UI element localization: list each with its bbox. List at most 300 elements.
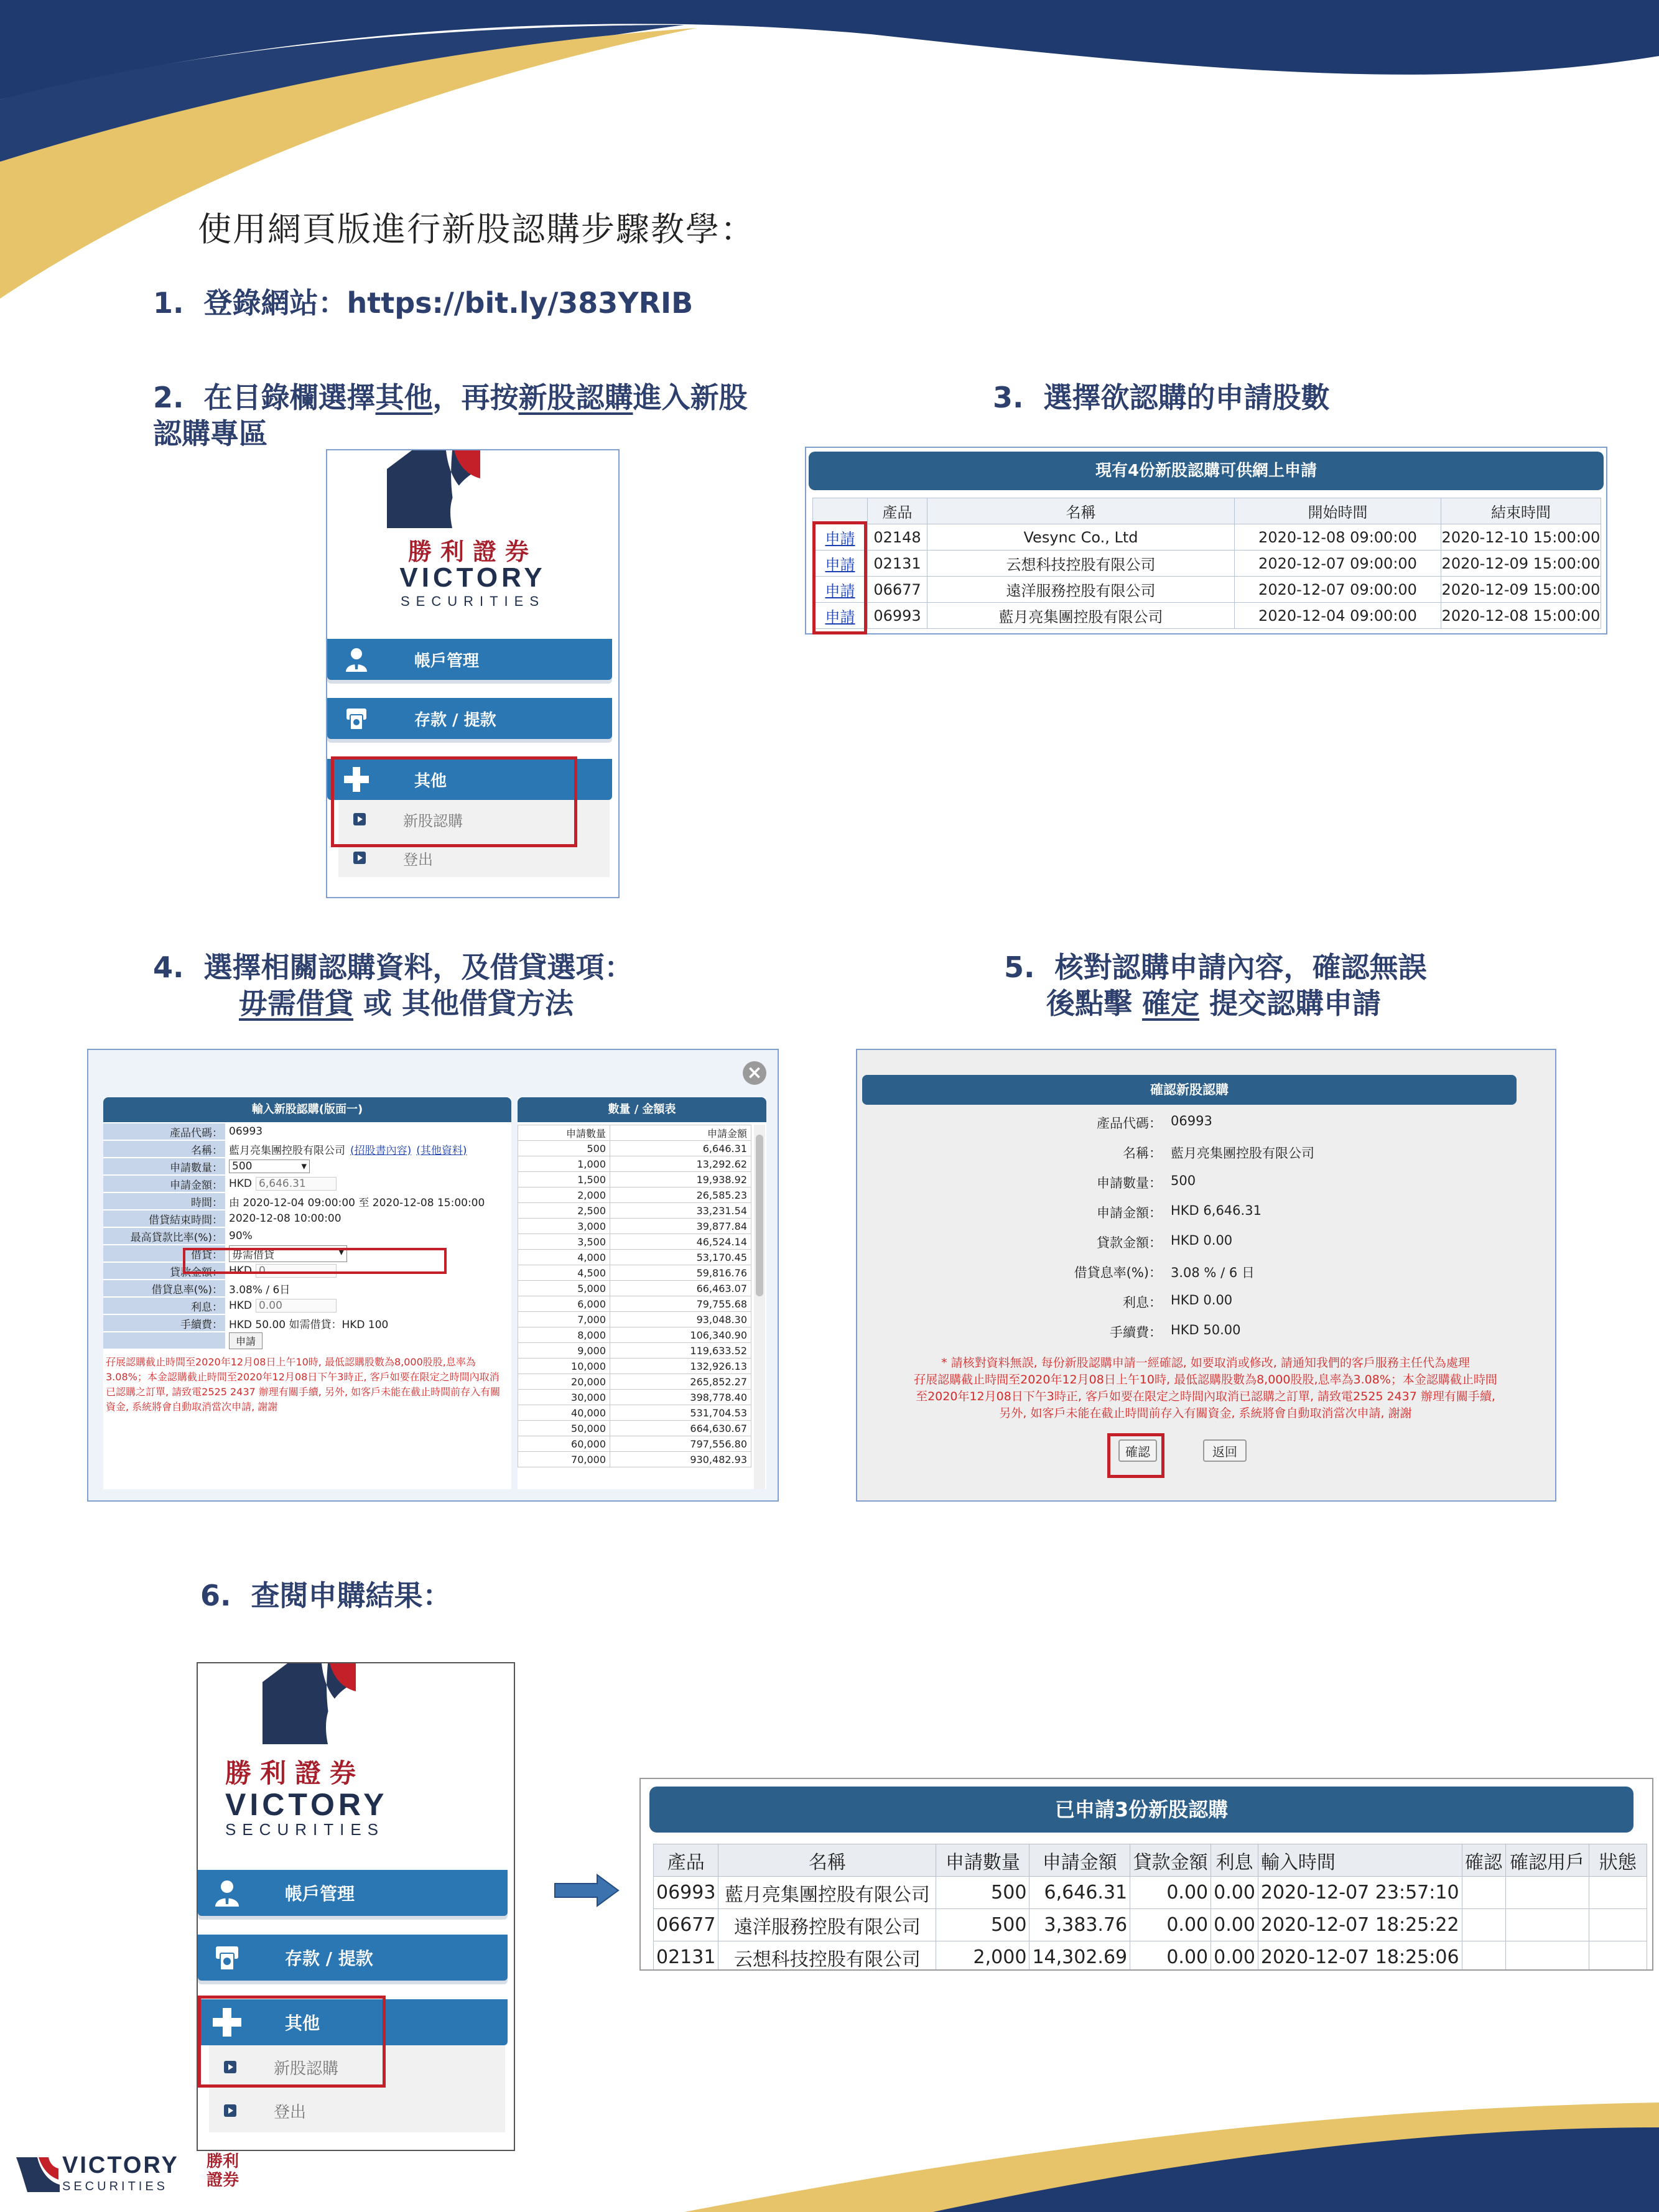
form-value: HKD 50.00 如需借貸：HKD 100 <box>229 1318 389 1331</box>
step-5-text-b: 提交認購申請 <box>1199 987 1382 1020</box>
arrow-right-icon <box>554 1874 620 1907</box>
qty-panel <box>518 1097 766 1489</box>
form-label: 借貸息率(%)： <box>103 1280 225 1296</box>
confirm-value: 3.08 % / 6 日 <box>1171 1265 1255 1280</box>
menu-item-other-label: 其他 <box>285 2013 320 2033</box>
table-row <box>813 603 1601 629</box>
confirm-label: 產品代碼： <box>1097 1116 1162 1131</box>
highlight-box-apply <box>812 521 867 634</box>
loan-amount-field[interactable]: 0 <box>256 1264 337 1278</box>
confirm-warning-line4: 另外, 如客戶未能在截止時間前存入有關資金, 系統將會自動取消當次申請, 謝謝 <box>999 1406 1412 1420</box>
interest-field[interactable]: 0.00 <box>256 1299 337 1313</box>
scrollbar[interactable] <box>754 1125 765 1489</box>
qty-cell-qty: 500 <box>518 1141 610 1156</box>
confirm-window <box>856 1049 1556 1502</box>
chevron-down-icon: ▾ <box>301 1160 307 1173</box>
victory-logo-icon <box>16 2155 60 2192</box>
qty-cell-qty: 60,000 <box>518 1436 610 1452</box>
qty-cell-amount: 79,755.68 <box>610 1296 751 1312</box>
footer-logo-cn1: 勝利 <box>207 2152 239 2171</box>
qty-cell-amount: 398,778.40 <box>610 1390 751 1405</box>
confirm-warning-line2: 孖展認購截止時間至2020年12月08日上午10時, 最低認購股數為8,000股股,息率為3.08%；本金認購截止時間 <box>914 1373 1497 1387</box>
form-label: 最高貸款比率(%)： <box>103 1228 225 1244</box>
qty-col-qty: 申請數量 <box>518 1125 610 1141</box>
step-2-text-b: ，再按 <box>432 381 519 414</box>
ipo-name: 藍月亮集團控股有限公司 <box>927 603 1235 629</box>
confirm-row-code <box>994 1113 1212 1132</box>
qty-cell-amount: 59,816.76 <box>610 1265 751 1281</box>
form-row-max-ratio <box>103 1228 253 1244</box>
ipo-list-window <box>805 447 1607 634</box>
step-5-text-line1: 核對認購申請內容，確認無誤 <box>1054 950 1427 984</box>
result-col: 名稱 <box>718 1844 936 1877</box>
result-cell <box>1505 1877 1589 1909</box>
result-col: 貸款金額 <box>1130 1844 1211 1877</box>
form-value: 2020-12-08 10:00:00 <box>229 1212 342 1225</box>
result-col: 產品 <box>654 1844 718 1877</box>
step-5-underline-confirm: 確定 <box>1142 987 1200 1020</box>
qty-cell-qty: 5,000 <box>518 1281 610 1296</box>
confirm-row-amount <box>994 1203 1262 1222</box>
qty-cell-amount: 39,877.84 <box>610 1219 751 1234</box>
loan-value: 毋需借貸 <box>232 1248 274 1262</box>
form-panel <box>103 1097 511 1489</box>
step-6-text: 查閱申購結果： <box>251 1579 452 1612</box>
qty-cell-amount: 6,646.31 <box>610 1141 751 1156</box>
step-5 <box>1004 949 1427 1021</box>
table-row <box>518 1452 751 1467</box>
confirm-value: HKD 50.00 <box>1171 1322 1241 1337</box>
ipo-start: 2020-12-08 09:00:00 <box>1235 524 1441 551</box>
highlight-box-confirm <box>1107 1433 1164 1478</box>
qty-cell-amount: 106,340.90 <box>610 1327 751 1343</box>
qty-table <box>518 1125 751 1467</box>
qty-cell-qty: 7,000 <box>518 1312 610 1327</box>
confirm-button[interactable]: 確認 <box>1118 1439 1157 1462</box>
result-cell <box>1589 1909 1647 1941</box>
highlight-box-other <box>331 756 577 847</box>
ipo-list-table <box>812 498 1601 629</box>
victory-logo-icon <box>263 1663 356 1744</box>
qty-cell-amount: 26,585.23 <box>610 1187 751 1203</box>
highlight-box-other-2 <box>198 1996 386 2088</box>
form-label: 時間： <box>103 1193 225 1209</box>
form-label: 貸款金額： <box>103 1263 225 1279</box>
result-cell: 2020-12-07 23:57:10 <box>1258 1877 1462 1909</box>
result-cell: 14,302.69 <box>1029 1941 1130 1971</box>
step-2-text-c: 進入新股 <box>633 381 748 414</box>
result-cell: 0.00 <box>1211 1877 1258 1909</box>
qty-cell-amount: 265,852.27 <box>610 1374 751 1390</box>
user-icon <box>211 1879 243 1907</box>
qty-cell-qty: 4,000 <box>518 1250 610 1265</box>
table-row <box>654 1941 1647 1971</box>
form-row-submit <box>103 1332 263 1349</box>
table-row <box>518 1219 751 1234</box>
qty-cell-amount: 930,482.93 <box>610 1452 751 1467</box>
qty-cell-amount: 119,633.52 <box>610 1343 751 1359</box>
menu-item-other-label: 其他 <box>414 771 447 791</box>
table-row <box>518 1172 751 1187</box>
table-row <box>813 524 1601 551</box>
step-2 <box>153 379 806 452</box>
result-cell: 2020-12-07 18:25:06 <box>1258 1941 1462 1971</box>
form-value: HKD <box>229 1265 253 1277</box>
qty-cell-qty: 2,000 <box>518 1187 610 1203</box>
qty-cell-qty: 20,000 <box>518 1374 610 1390</box>
result-cell: 0.00 <box>1130 1941 1211 1971</box>
qty-cell-qty: 3,500 <box>518 1234 610 1250</box>
table-row <box>518 1359 751 1374</box>
qty-cell-amount: 46,524.14 <box>610 1234 751 1250</box>
table-row <box>518 1281 751 1296</box>
logo-en: VICTORY <box>225 1787 388 1822</box>
table-row <box>518 1374 751 1390</box>
ipo-code: 06993 <box>868 603 927 629</box>
step-2-text-a: 在目錄欄選擇 <box>203 381 376 414</box>
result-cell <box>1589 1941 1647 1971</box>
qty-cell-amount: 664,630.67 <box>610 1421 751 1436</box>
result-cell: 02131 <box>654 1941 718 1971</box>
form-label: 手續費： <box>103 1315 225 1331</box>
ipo-name: Vesync Co., Ltd <box>927 524 1235 551</box>
form-label: 申請數量： <box>103 1158 225 1174</box>
page-title: 使用網頁版進行新股認購步驟教學： <box>198 210 755 249</box>
result-cell: 6,646.31 <box>1029 1877 1130 1909</box>
qty-cell-qty: 2,500 <box>518 1203 610 1219</box>
table-row <box>518 1327 751 1343</box>
highlight-box-loan <box>183 1245 447 1274</box>
confirm-warning <box>863 1355 1548 1422</box>
ipo-end: 2020-12-09 15:00:00 <box>1441 551 1601 577</box>
ipo-name: 遠洋服務控股有限公司 <box>927 577 1235 603</box>
ipo-start: 2020-12-07 09:00:00 <box>1235 577 1441 603</box>
cash-icon <box>342 706 371 731</box>
step-3 <box>993 379 1330 416</box>
menu-item-account[interactable] <box>198 1870 508 1916</box>
result-cell: 遠洋服務控股有限公司 <box>718 1909 936 1941</box>
table-row <box>518 1343 751 1359</box>
step-4-text-line1: 選擇相關認購資料，及借貸選項： <box>203 950 633 984</box>
table-row <box>518 1436 751 1452</box>
amount-field[interactable]: 6,646.31 <box>256 1177 337 1191</box>
confirm-value: HKD 0.00 <box>1171 1233 1233 1248</box>
step-6 <box>200 1578 452 1614</box>
apply-link[interactable]: 申請 <box>825 582 855 600</box>
menu-item-account-label: 帳戶管理 <box>414 651 480 671</box>
footer-logo-cn <box>207 2152 239 2190</box>
qty-cell-amount: 531,704.53 <box>610 1405 751 1421</box>
qty-cell-amount: 19,938.92 <box>610 1172 751 1187</box>
menu-item-deposit-label: 存款 / 提款 <box>285 1948 373 1969</box>
form-value: 由 2020-12-04 09:00:00 至 2020-12-08 15:00:00 <box>229 1196 485 1209</box>
table-row <box>518 1203 751 1219</box>
table-row <box>518 1250 751 1265</box>
confirm-value: 06993 <box>1171 1113 1212 1128</box>
result-table <box>653 1844 1647 1971</box>
table-row <box>518 1421 751 1436</box>
form-row-time <box>103 1193 485 1209</box>
qty-cell-qty: 8,000 <box>518 1327 610 1343</box>
confirm-value: 500 <box>1171 1173 1196 1188</box>
step-2-text-line2: 認購專區 <box>153 417 267 450</box>
qty-cell-qty: 30,000 <box>518 1390 610 1405</box>
cash-icon <box>211 1944 243 1971</box>
footer-logo-sub: SECURITIES <box>62 2180 169 2193</box>
chevron-down-icon: ▾ <box>338 1245 344 1258</box>
qty-cell-qty: 50,000 <box>518 1421 610 1436</box>
step-1 <box>153 285 693 321</box>
confirm-label: 申請數量： <box>1097 1176 1162 1191</box>
step-2-underline-ipo: 新股認購 <box>518 381 633 414</box>
menu-item-deposit-label: 存款 / 提款 <box>414 710 496 730</box>
close-icon[interactable]: × <box>743 1061 766 1085</box>
qty-cell-qty: 9,000 <box>518 1343 610 1359</box>
qty-cell-amount: 53,170.45 <box>610 1250 751 1265</box>
qty-cell-qty: 4,500 <box>518 1265 610 1281</box>
apply-link[interactable]: 申請 <box>825 530 855 547</box>
step-5-number: 5. <box>1004 950 1035 984</box>
logo-cn: 勝利證券 <box>225 1758 365 1788</box>
form-label: 申請金額： <box>103 1176 225 1192</box>
result-cell: 藍月亮集團控股有限公司 <box>718 1877 936 1909</box>
result-cell: 500 <box>936 1909 1029 1941</box>
result-col: 申請數量 <box>936 1844 1029 1877</box>
result-cell: 0.00 <box>1130 1909 1211 1941</box>
form-row-name <box>103 1141 467 1157</box>
confirm-header: 確認新股認購 <box>862 1075 1517 1105</box>
table-row <box>518 1234 751 1250</box>
table-row <box>654 1909 1647 1941</box>
form-header: 輸入新股認購(版面一) <box>103 1097 511 1122</box>
ipo-col-start: 開始時間 <box>1235 498 1441 524</box>
confirm-label: 手續費： <box>1110 1325 1162 1340</box>
confirm-label: 名稱： <box>1123 1146 1162 1161</box>
result-col: 狀態 <box>1589 1844 1647 1877</box>
result-col: 輸入時間 <box>1258 1844 1462 1877</box>
logo-cn: 勝利證券 <box>407 537 537 565</box>
apply-button[interactable]: 申請 <box>229 1332 263 1349</box>
qty-cell-amount: 66,463.07 <box>610 1281 751 1296</box>
result-cell: 2,000 <box>936 1941 1029 1971</box>
confirm-label: 借貸息率(%)： <box>1074 1265 1162 1280</box>
confirm-label: 利息： <box>1123 1295 1162 1310</box>
form-value: 藍月亮集團控股有限公司 <box>229 1144 345 1157</box>
result-cell <box>1462 1941 1505 1971</box>
menu-sub-ipo-label: 新股認購 <box>274 2059 339 2078</box>
footer-logo-cn2: 證券 <box>207 2171 239 2190</box>
form-row-rate <box>103 1280 290 1296</box>
result-window <box>639 1778 1653 1971</box>
ipo-code: 02131 <box>868 551 927 577</box>
ipo-col-name: 名稱 <box>927 498 1235 524</box>
step-4-number: 4. <box>153 950 184 984</box>
confirm-row-fee <box>994 1322 1241 1341</box>
qty-cell-amount: 33,231.54 <box>610 1203 751 1219</box>
menu-sub-logout[interactable] <box>209 2089 505 2132</box>
qty-cell-amount: 132,926.13 <box>610 1359 751 1374</box>
table-row <box>518 1156 751 1172</box>
form-value: HKD <box>229 1299 253 1312</box>
table-row <box>813 551 1601 577</box>
step-4 <box>153 949 633 1021</box>
result-cell <box>1589 1877 1647 1909</box>
scrollbar-thumb[interactable] <box>756 1135 763 1296</box>
form-value: 06993 <box>229 1125 263 1138</box>
confirm-row-interest <box>994 1293 1232 1311</box>
table-row <box>654 1877 1647 1909</box>
arrow-right-icon <box>353 852 366 864</box>
form-value: HKD <box>229 1178 253 1190</box>
form-value: 3.08% / 6日 <box>229 1283 290 1296</box>
result-cell: 06677 <box>654 1909 718 1941</box>
quantity-select[interactable] <box>229 1159 310 1173</box>
confirm-row-rate <box>994 1263 1255 1281</box>
form-row-amount <box>103 1176 337 1192</box>
ipo-col-code: 產品 <box>868 498 927 524</box>
result-cell: 0.00 <box>1211 1909 1258 1941</box>
table-row <box>518 1296 751 1312</box>
logo-sub: SECURITIES <box>400 593 546 609</box>
user-icon <box>342 647 371 672</box>
footer-logo-en: VICTORY <box>62 2152 179 2178</box>
ipo-code: 02148 <box>868 524 927 551</box>
confirm-warning-line1: * 請核對資料無誤, 每份新股認購申請一經確認, 如要取消或修改, 請通知我們的客戶服務主任代為處理 <box>941 1356 1470 1370</box>
ipo-name: 云想科技控股有限公司 <box>927 551 1235 577</box>
menu-item-deposit-withdraw[interactable] <box>327 698 612 739</box>
other-info-link[interactable]: (其他資料) <box>416 1144 467 1157</box>
apply-link[interactable]: 申請 <box>825 556 855 574</box>
result-col: 利息 <box>1211 1844 1258 1877</box>
qty-cell-qty: 6,000 <box>518 1296 610 1312</box>
qty-cell-amount: 797,556.80 <box>610 1436 751 1452</box>
result-cell: 2020-12-07 18:25:22 <box>1258 1909 1462 1941</box>
form-label: 利息： <box>103 1298 225 1314</box>
ipo-code: 06677 <box>868 577 927 603</box>
result-col: 確認 <box>1462 1844 1505 1877</box>
menu-sub-ipo-label: 新股認購 <box>403 812 463 830</box>
step-2-number: 2. <box>153 381 184 414</box>
qty-cell-qty: 1,500 <box>518 1172 610 1187</box>
result-cell <box>1505 1941 1589 1971</box>
ipo-col-end: 結束時間 <box>1441 498 1601 524</box>
result-col: 申請金額 <box>1029 1844 1130 1877</box>
qty-cell-qty: 1,000 <box>518 1156 610 1172</box>
qty-cell-qty: 40,000 <box>518 1405 610 1421</box>
form-label: 產品代碼： <box>103 1123 225 1140</box>
victory-logo-icon <box>387 450 480 528</box>
quantity-value: 500 <box>232 1160 253 1173</box>
footer-logo <box>16 2152 240 2200</box>
qty-cell-amount: 13,292.62 <box>610 1156 751 1172</box>
step-5-text-a: 後點擊 <box>1046 987 1143 1020</box>
prospectus-link[interactable]: (招股書內容) <box>350 1144 412 1157</box>
form-label: 借貸： <box>103 1245 225 1262</box>
back-button[interactable]: 返回 <box>1203 1439 1247 1462</box>
confirm-value: HKD 0.00 <box>1171 1293 1233 1308</box>
form-value: 90% <box>229 1230 253 1242</box>
form-row-fee <box>103 1315 388 1331</box>
confirm-label: 申請金額： <box>1097 1206 1162 1220</box>
result-cell: 0.00 <box>1130 1877 1211 1909</box>
result-cell <box>1462 1877 1505 1909</box>
result-cell: 3,383.76 <box>1029 1909 1130 1941</box>
form-label: 名稱： <box>103 1141 225 1157</box>
confirm-row-loan <box>994 1233 1232 1252</box>
result-cell: 0.00 <box>1211 1941 1258 1971</box>
form-row-loan-end <box>103 1211 342 1227</box>
result-header: 已申請3份新股認購 <box>649 1787 1633 1833</box>
result-col: 確認用戶 <box>1505 1844 1589 1877</box>
ipo-col-apply <box>813 498 868 524</box>
ipo-form-window <box>87 1049 779 1502</box>
qty-col-amount: 申請金額 <box>610 1125 751 1141</box>
ipo-end: 2020-12-09 15:00:00 <box>1441 577 1601 603</box>
step-1-text[interactable]: 登錄網站：https://bit.ly/383YRIB <box>203 286 694 320</box>
menu-sub-logout-label: 登出 <box>403 850 433 868</box>
result-cell: 06993 <box>654 1877 718 1909</box>
result-cell <box>1505 1909 1589 1941</box>
table-row <box>518 1141 751 1156</box>
form-row-qty <box>103 1158 310 1174</box>
step-6-number: 6. <box>200 1579 231 1612</box>
ipo-start: 2020-12-04 09:00:00 <box>1235 603 1441 629</box>
form-row-code <box>103 1123 263 1140</box>
menu-item-deposit-withdraw[interactable] <box>198 1935 508 1981</box>
qty-cell-qty: 3,000 <box>518 1219 610 1234</box>
table-row <box>518 1390 751 1405</box>
result-cell: 云想科技控股有限公司 <box>718 1941 936 1971</box>
menu-sub-logout-label: 登出 <box>274 2103 307 2122</box>
step-3-text: 選擇欲認購的申請股數 <box>1043 381 1330 414</box>
menu-item-account[interactable] <box>327 639 612 680</box>
confirm-row-name <box>994 1143 1314 1162</box>
ipo-end: 2020-12-08 15:00:00 <box>1441 603 1601 629</box>
confirm-label: 貸款金額： <box>1097 1235 1162 1250</box>
qty-cell-amount: 93,048.30 <box>610 1312 751 1327</box>
step-1-number: 1. <box>153 286 184 320</box>
ipo-end: 2020-12-10 15:00:00 <box>1441 524 1601 551</box>
apply-link[interactable]: 申請 <box>825 608 855 626</box>
logo-sub: SECURITIES <box>225 1820 385 1839</box>
table-row <box>813 577 1601 603</box>
step-4-text-line2: 或 其他借貸方法 <box>353 987 574 1020</box>
result-cell: 500 <box>936 1877 1029 1909</box>
qty-cell-qty: 70,000 <box>518 1452 610 1467</box>
confirm-warning-line3: 至2020年12月08日下午3時正, 客戶如要在限定之時間內取消已認購之訂單, 請致電2525 2437 辦理有關手續, <box>916 1390 1495 1403</box>
table-row <box>518 1405 751 1421</box>
step-3-number: 3. <box>993 381 1024 414</box>
table-row <box>518 1265 751 1281</box>
form-label: 借貸結束時間： <box>103 1211 225 1227</box>
form-notice: 孖展認購截止時間至2020年12月08日上午10時, 最低認購股數為8,000股股,息率為3.08%；本金認購截止時間至2020年12月08日下午3時正, 客戶如要在限定之時間內取消已認購之訂單, 請致電2525 2437 辦理有關手續, 另外, 如客戶未能在截止時間前存入有關資金, 系統將會自動取消當次申請, 謝謝 <box>106 1356 501 1413</box>
ipo-list-header: 現有4份新股認購可供網上申請 <box>809 452 1604 490</box>
arrow-right-icon <box>224 2104 236 2117</box>
ipo-start: 2020-12-07 09:00:00 <box>1235 551 1441 577</box>
form-row-interest <box>103 1298 337 1314</box>
qty-cell-qty: 10,000 <box>518 1359 610 1374</box>
result-cell <box>1462 1909 1505 1941</box>
table-row <box>518 1187 751 1203</box>
menu-item-account-label: 帳戶管理 <box>285 1884 355 1904</box>
table-row <box>518 1312 751 1327</box>
step-4-underline-noloan: 毋需借貸 <box>239 987 353 1020</box>
qty-header: 數量 / 金額表 <box>518 1097 766 1122</box>
step-2-underline-other: 其他 <box>375 381 433 414</box>
confirm-row-qty <box>994 1173 1196 1192</box>
logo-en: VICTORY <box>399 562 546 593</box>
confirm-value: HKD 6,646.31 <box>1171 1203 1262 1218</box>
